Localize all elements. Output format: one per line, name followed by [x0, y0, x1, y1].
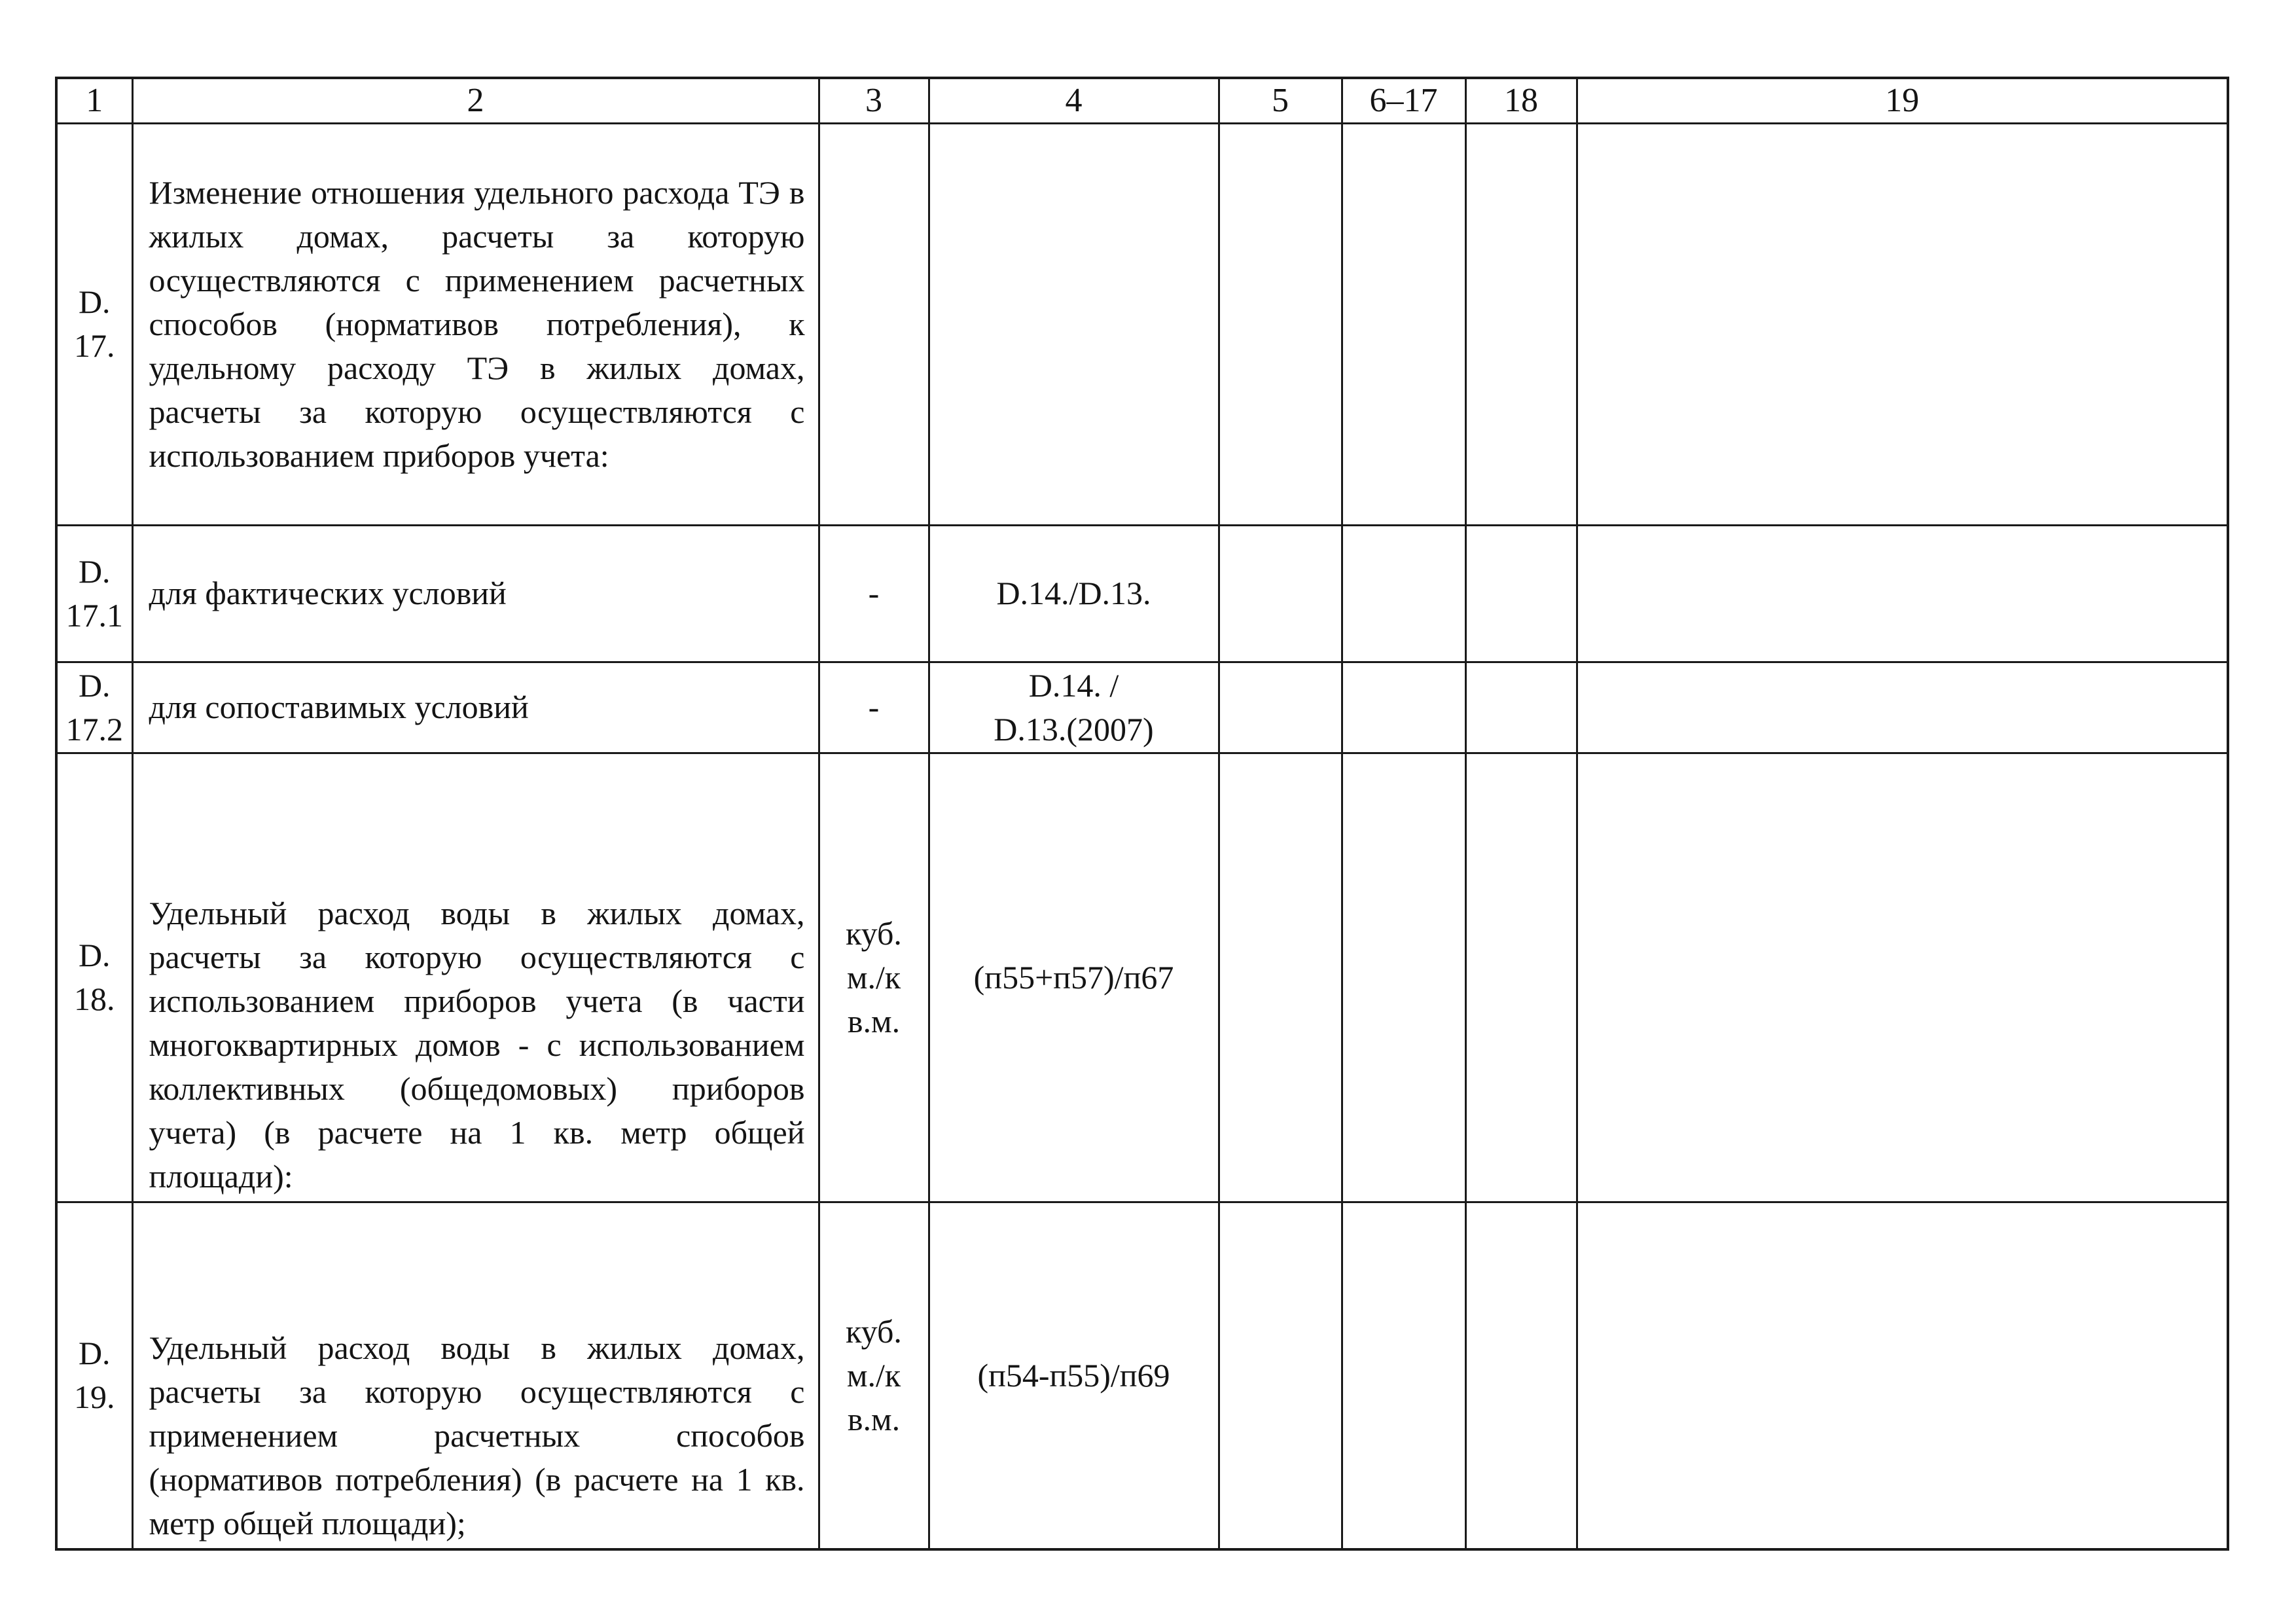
table-row: [56, 662, 2228, 753]
header-cell: 5: [1219, 78, 1342, 123]
empty-cell: [1465, 123, 1577, 525]
header-cell: 2: [132, 78, 819, 123]
empty-cell: [1342, 525, 1465, 662]
empty-cell: [1342, 1202, 1465, 1549]
empty-cell: [1219, 662, 1342, 753]
empty-cell: [1342, 123, 1465, 525]
row-formula: (п55+п57)/п67: [929, 753, 1219, 1202]
empty-cell: [1577, 1202, 2228, 1549]
row-number: D. 19.: [56, 1202, 132, 1549]
row-number: D. 17.2: [56, 662, 132, 753]
row-number: D. 17.: [56, 123, 132, 525]
row-unit: -: [819, 662, 929, 753]
empty-cell: [1219, 1202, 1342, 1549]
indicators-table: [55, 77, 2229, 1551]
empty-cell: [1465, 662, 1577, 753]
row-unit: куб. м./к в.м.: [819, 753, 929, 1202]
row-formula: (п54-п55)/п69: [929, 1202, 1219, 1549]
header-cell: 19: [1577, 78, 2228, 123]
row-number: D. 17.1: [56, 525, 132, 662]
table-row: [56, 525, 2228, 662]
row-unit: куб. м./к в.м.: [819, 1202, 929, 1549]
empty-cell: [1342, 662, 1465, 753]
row-formula: D.14./D.13.: [929, 525, 1219, 662]
table-row: [56, 1202, 2228, 1549]
table-header-row: [56, 78, 2228, 123]
row-description: для сопоставимых условий: [132, 662, 819, 753]
row-formula: [929, 123, 1219, 525]
row-formula: D.14. / D.13.(2007): [929, 662, 1219, 753]
empty-cell: [1219, 753, 1342, 1202]
empty-cell: [1465, 753, 1577, 1202]
empty-cell: [1577, 662, 2228, 753]
header-cell: 18: [1465, 78, 1577, 123]
empty-cell: [1465, 1202, 1577, 1549]
header-cell: 1: [56, 78, 132, 123]
empty-cell: [1577, 123, 2228, 525]
row-number: D. 18.: [56, 753, 132, 1202]
row-description: Удельный расход воды в жилых домах, расчеты за которую осуществляются с применением расчетных способов (нормативов потребления) (в расчете на 1 кв. метр общей площади);: [132, 1202, 819, 1549]
empty-cell: [1219, 123, 1342, 525]
empty-cell: [1577, 753, 2228, 1202]
empty-cell: [1219, 525, 1342, 662]
row-description: Удельный расход воды в жилых домах, расчеты за которую осуществляются с использованием приборов учета (в части многоквартирных домов - с использованием коллективных (общедомовых) приборов учета) (в расчете на 1 кв. метр общей площади):: [132, 753, 819, 1202]
row-unit: [819, 123, 929, 525]
empty-cell: [1342, 753, 1465, 1202]
row-description: для фактических условий: [132, 525, 819, 662]
header-cell: 6–17: [1342, 78, 1465, 123]
row-description: Изменение отношения удельного расхода ТЭ в жилых домах, расчеты за которую осуществляются с применением расчетных способов (нормативов потребления), к удельному расходу ТЭ в жилых домах, расчеты за которую осуществляются с использованием приборов учета:: [132, 123, 819, 525]
table-row: [56, 753, 2228, 1202]
row-unit: -: [819, 525, 929, 662]
document-sheet: [55, 77, 2227, 1548]
empty-cell: [1577, 525, 2228, 662]
empty-cell: [1465, 525, 1577, 662]
table-row: [56, 123, 2228, 525]
header-cell: 4: [929, 78, 1219, 123]
header-cell: 3: [819, 78, 929, 123]
